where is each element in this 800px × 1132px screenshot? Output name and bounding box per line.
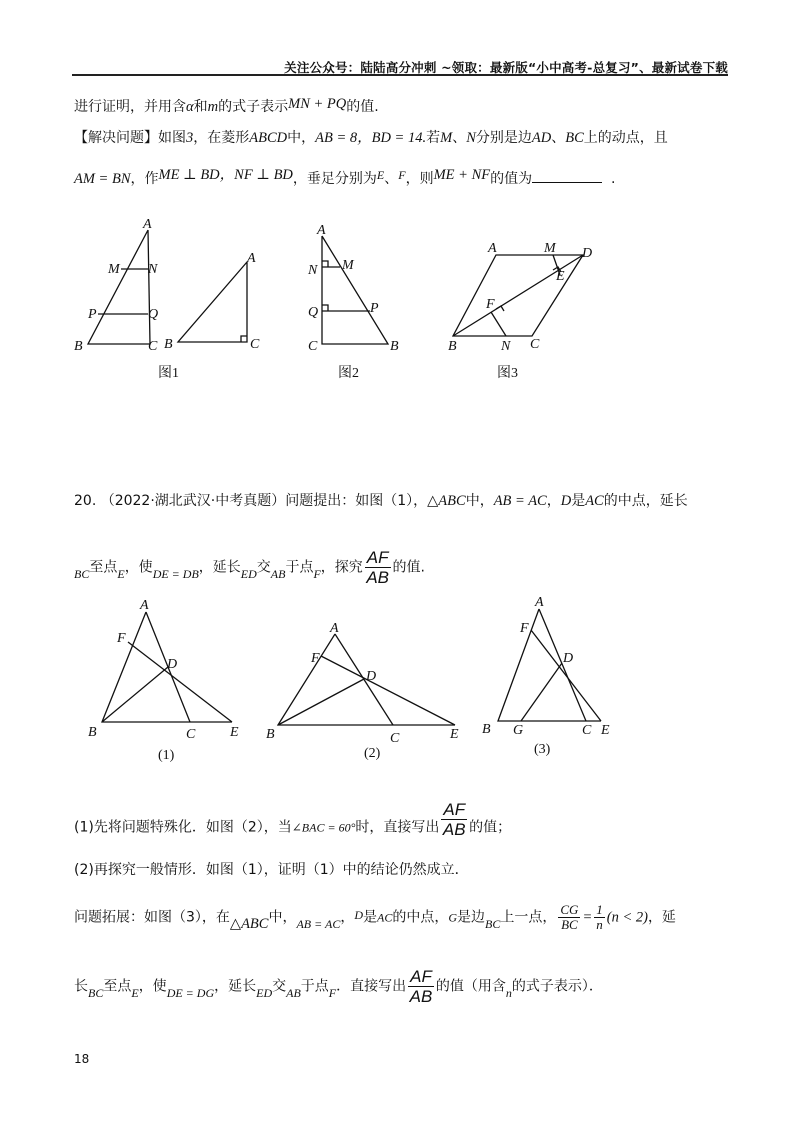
- q20-part2: (2)再探究一般情形．如图（1），证明（1）中的结论仍然成立．: [74, 862, 469, 878]
- label-C: C: [186, 727, 196, 742]
- caption-2: (2): [364, 746, 381, 761]
- label-E: E: [450, 727, 459, 742]
- figure-1-right-triangle: [164, 251, 260, 352]
- label-F: F: [117, 631, 126, 646]
- page-number: 18: [74, 1052, 90, 1066]
- q20-extension-line1: 问题拓展：如图（3），在△ABC中，AB = AC，D是AC的中点，G是边BC上一点， $\frac{CG}{BC}$ = $\frac{1}{n}$ (n < 2)，延: [74, 902, 676, 932]
- caption-fig3: 图3: [497, 366, 518, 381]
- label-A: A: [140, 598, 149, 613]
- label-M: M: [108, 262, 120, 277]
- label-B: B: [482, 722, 491, 737]
- q19-line3: AM = BN，作ME ⊥ BD，NF ⊥ BD，垂足分别为E、F，则ME + NF的值为 .: [74, 167, 616, 187]
- label-C: C: [530, 337, 540, 352]
- label-N: N: [501, 339, 511, 354]
- figure-1: [74, 217, 179, 381]
- label-B: B: [164, 337, 173, 352]
- label-D: D: [563, 651, 574, 666]
- q20-line1: 20. （2022·湖北武汉·中考真题）问题提出：如图（1），△ABC中，AB = AC，D是AC的中点，延长: [74, 493, 688, 509]
- q20-line2: BC至点E，使DE = DB，延长ED交AB于点F，探究 $\frac{AF}{AB}$ 的值.: [74, 548, 425, 587]
- label-C: C: [250, 337, 260, 352]
- label-P: P: [370, 301, 379, 316]
- label-P: P: [88, 307, 97, 322]
- label-G: G: [513, 723, 524, 738]
- q20-part1: (1)先将问题特殊化．如图（2），当∠BAC = 60°时，直接写出 $\frac{AF}{AB}$ 的值；: [74, 800, 512, 839]
- label-A: A: [330, 621, 339, 636]
- label-E: E: [556, 269, 565, 284]
- label-F: F: [520, 621, 529, 636]
- label-A: A: [317, 223, 326, 238]
- label-F: F: [311, 651, 320, 666]
- label-M: M: [544, 241, 556, 256]
- caption-fig1: 图1: [158, 366, 179, 381]
- q20-figure-1: [88, 598, 239, 763]
- figure-2: [307, 223, 399, 381]
- q19-line1: 进行证明，并用含α和m的式子表示MN + PQ的值.: [74, 96, 379, 115]
- label-F: F: [486, 297, 495, 312]
- label-E: E: [601, 723, 610, 738]
- label-D: D: [582, 246, 593, 261]
- q20-extension-line2: 长BC至点E，使DE = DG，延长ED交AB于点F．直接写出 $\frac{AF}{AB}$ 的值（用含n的式子表示）．: [74, 967, 603, 1006]
- label-C: C: [390, 731, 400, 746]
- label-N: N: [308, 263, 318, 278]
- label-A: A: [247, 251, 256, 266]
- label-Q: Q: [148, 307, 159, 322]
- q19-figures: [60, 212, 620, 387]
- label-E: E: [230, 725, 239, 740]
- q20-figure-2: [266, 621, 459, 761]
- q19-line2: 【解决问题】如图3，在菱形ABCD中，AB = 8，BD = 14.若M、N分别是边AD、BC上的动点，且: [74, 130, 668, 146]
- label-C: C: [582, 723, 592, 738]
- label-C: C: [148, 339, 158, 354]
- caption-1: (1): [158, 748, 175, 763]
- label-A: A: [488, 241, 497, 256]
- label-N: N: [148, 262, 158, 277]
- caption-fig2: 图2: [338, 366, 359, 381]
- page-header: 关注公众号：陆陆高分冲刺 ~领取：最新版“小中高考-总复习”、最新试卷下载: [284, 60, 728, 75]
- q20-figure-3: [482, 595, 610, 757]
- label-B: B: [88, 725, 97, 740]
- label-B: B: [448, 339, 457, 354]
- caption-3: (3): [534, 742, 551, 757]
- q20-figures: [80, 592, 640, 767]
- header-rule: [72, 74, 728, 76]
- label-D: D: [167, 657, 178, 672]
- label-B: B: [74, 339, 83, 354]
- label-B: B: [390, 339, 399, 354]
- label-A: A: [535, 595, 544, 610]
- label-C: C: [308, 339, 318, 354]
- label-A: A: [143, 217, 152, 232]
- figure-3: [448, 241, 592, 381]
- answer-blank: [532, 170, 602, 183]
- label-D: D: [366, 669, 377, 684]
- label-Q: Q: [308, 305, 319, 320]
- label-B: B: [266, 727, 275, 742]
- label-M: M: [342, 258, 354, 273]
